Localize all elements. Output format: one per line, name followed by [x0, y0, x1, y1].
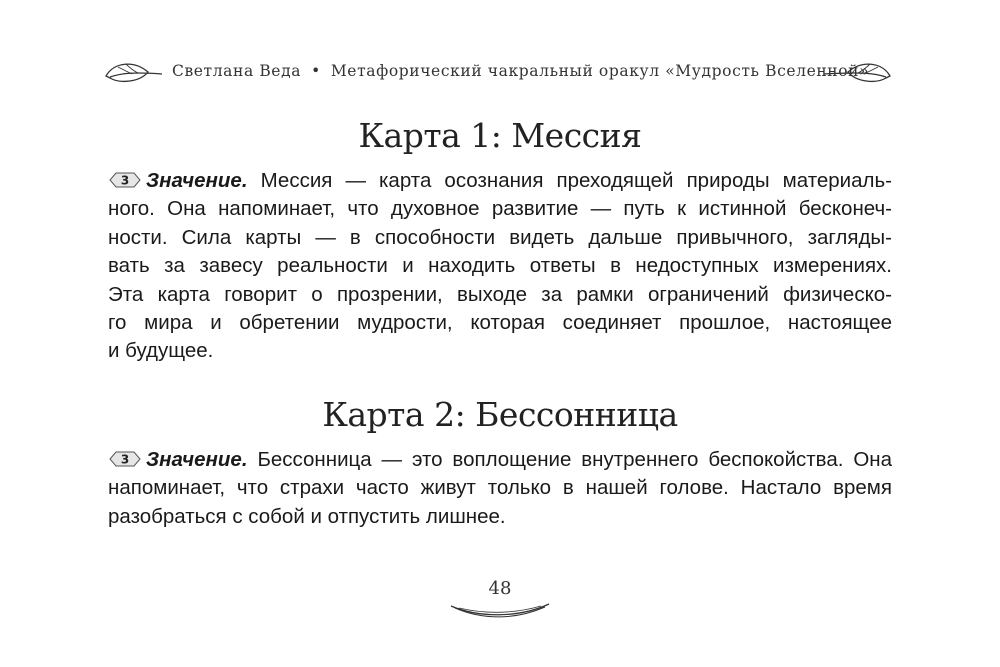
page-number: 48: [488, 578, 512, 599]
card-2-body: [108, 446, 892, 531]
card-1-label: Значение.: [146, 169, 248, 192]
chakra-number: 3: [120, 173, 130, 188]
chakra-3-icon: [108, 171, 142, 189]
card-2-line-2: напоминает, что страхи часто живут только в нашей голове. Настало время: [108, 476, 892, 500]
card-2-line-3: разобраться с собой и отпустить лишнее.: [108, 504, 506, 528]
leaf-ornament-icon: [104, 58, 164, 88]
running-header-text: [172, 62, 870, 80]
card-1-line-7: и будущее.: [108, 339, 214, 363]
card-1-line-6: го мира и обретении мудрости, которая соединяет прошлое, настоящее: [108, 311, 892, 335]
header-book-title: Метафорический чакральный оракул «Мудрость Вселенной»: [330, 62, 870, 80]
card-2-first-line: [108, 446, 892, 474]
card-2-line-1: Бессонница — это воплощение внутреннего беспокойства. Она: [257, 448, 892, 471]
card-1-line-3: ности. Сила карты — в способности видеть дальше привычного, загляды-: [108, 225, 892, 249]
leaf-ornament-icon: [822, 58, 892, 88]
header-author: Светлана Веда: [172, 62, 302, 80]
chakra-number: 3: [120, 452, 130, 467]
header-separator: •: [311, 62, 321, 80]
card-1-body: [108, 167, 892, 366]
card-1-title: Карта 1: Мессия: [358, 116, 642, 155]
card-1-line-1: Мессия — карта осознания преходящей природы материаль-: [260, 169, 892, 192]
feather-ornament-icon: [449, 600, 551, 622]
chakra-3-icon: [108, 450, 142, 468]
card-1-first-line: [108, 167, 892, 195]
card-2-label: Значение.: [146, 448, 248, 471]
card-1-line-5: Эта карта говорит о прозрении, выходе за рамки ограничений физическо-: [108, 282, 892, 306]
running-header: [0, 58, 1000, 88]
card-1-line-4: вать за завесу реальности и находить ответы в недоступных измерениях.: [108, 254, 892, 278]
card-1-line-2: ного. Она напоминает, что духовное развитие — путь к истинной бесконеч-: [108, 197, 892, 221]
card-2-title: Карта 2: Бессонница: [322, 395, 678, 434]
